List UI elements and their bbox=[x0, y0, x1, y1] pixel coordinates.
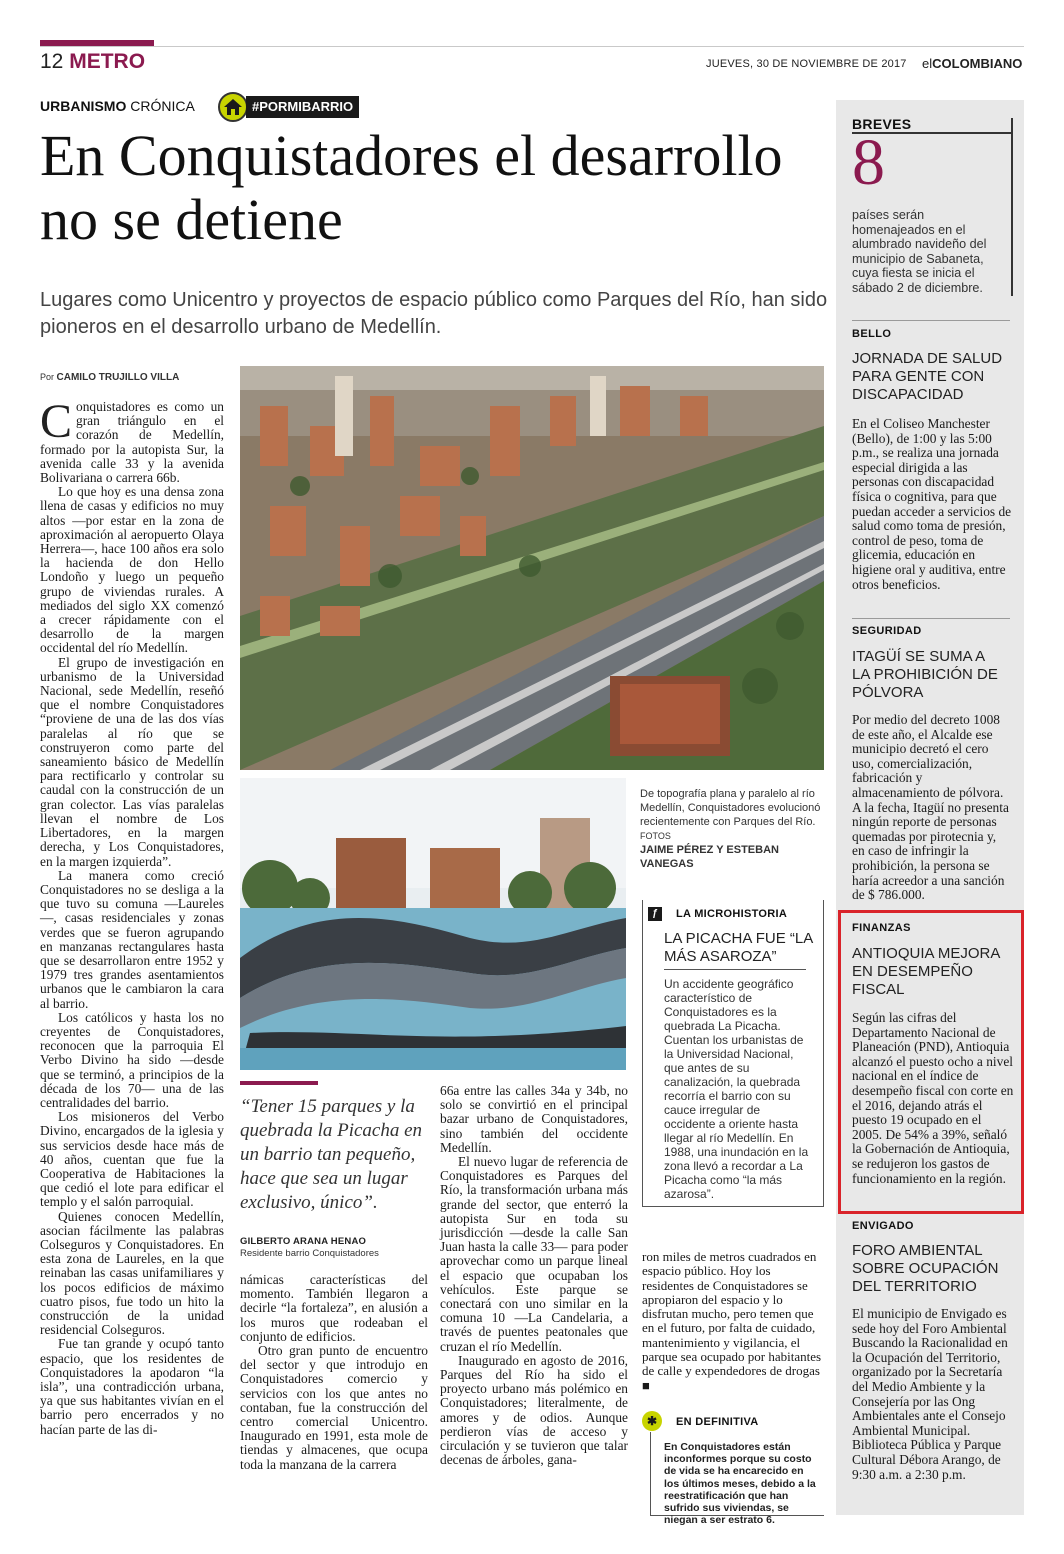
article-column-1 bbox=[40, 395, 224, 1510]
park-sculpture-photo bbox=[240, 778, 626, 1070]
brief-title-envigado: FORO AMBIENTAL SOBRE OCUPACIÓN DEL TERRITORIO bbox=[852, 1242, 999, 1295]
kicker-genre: CRÓNICA bbox=[130, 98, 195, 114]
breves-label: BREVES bbox=[852, 116, 912, 132]
en-definitiva-label: EN DEFINITIVA bbox=[676, 1416, 759, 1428]
paragraph: Fue tan grande y ocupó tanto espacio, que los residentes de Conquistadores la apodaron “la isla”, una contradicción urbana, ya que sus habitantes vivían en el barrio pero encerrados y no hacían parte de las di- bbox=[40, 1336, 224, 1437]
issue-date: JUEVES, 30 DE NOVIEMBRE DE 2017 bbox=[706, 58, 907, 70]
paragraph: La manera como creció Conquistadores no se desliga a la que tuvo su comuna —Laureles—, casas residenciales y zonas verdes que se fueron agrupando en manzanas rectangulares hasta que se desarrollaron entre 1952 y 1979 tres grandes asentamientos urbanos que le cambiaron la cara al barrio. bbox=[40, 867, 224, 1011]
sidebar-rule bbox=[852, 618, 1010, 619]
article-column-3 bbox=[440, 1084, 628, 1512]
article-kicker bbox=[40, 98, 195, 114]
section-name: METRO bbox=[69, 50, 146, 73]
drop-cap: C bbox=[40, 395, 73, 448]
house-badge-icon bbox=[218, 92, 248, 122]
quote-author-role: Residente barrio Conquistadores bbox=[240, 1248, 379, 1259]
page-number-value: 12 bbox=[40, 50, 64, 73]
breves-text: países serán homenajeados en el alumbrado navideño del municipio de Sabaneta, cuya fiesta se inicia el sábado 2 de diciembre. bbox=[852, 208, 987, 295]
brief-label-envigado: ENVIGADO bbox=[852, 1220, 914, 1232]
paragraph: 66a entre las calles 34a y 34b, no solo se convirtió en el principal bazar urbano de Conquistadores, sino también del occidente Medellín. bbox=[440, 1083, 628, 1155]
microhistoria-icon: ƒ bbox=[648, 907, 662, 921]
pull-quote: “Tener 15 parques y la quebrada la Picacha en un barrio tan pequeño, hace que sea un lugar exclusivo, único”. bbox=[240, 1096, 423, 1213]
house-icon bbox=[220, 94, 246, 120]
quote-accent-bar bbox=[240, 1081, 318, 1085]
headline: En Conquistadores el desarrollo no se detiene bbox=[40, 123, 783, 252]
brief-text-finanzas: Según las cifras del Departamento Nacional de Planeación (PND), Antioquia alcanzó el puesto ocho a nivel nacional en el índice de desempeño fiscal con corte en el 2016, dejando atrás el puesto 19 ocupado en el 2005. De 54% a 39%, señaló la Gobernación de Antioquia, se redujeron los gastos de funcionamiento en la región. bbox=[852, 1010, 1014, 1186]
brief-title-seguridad: ITAGÜÍ SE SUMA A LA PROHIBICIÓN DE PÓLVORA bbox=[852, 648, 998, 701]
article-column-4: ron miles de metros cuadrados en espacio público. Hoy los residentes de Conquistadores se apropiaron del espacio y lo disfrutan mucho, pero temen que en el futuro, por falta de cuidado, mantenimiento y vigilancia, el parque sea ocupado por habitantes de calle y expendedores de drogas ■ bbox=[642, 1249, 822, 1393]
paragraph: Otro gran punto de encuentro del sector y que introdujo en Conquistadores comercio y servicios con los que antes no contaban, fue la construcción del centro comercial Unicentro. Inaugurado en 1991, esta mole de tiendas y almacenes, que ocupa toda la manzana de la carrera bbox=[240, 1343, 428, 1472]
paragraph: Quienes conocen Medellín, asocian fácilmente las palabras Colseguros y Conquistadores. En esta zona de Laureles, en la que reinaban las casas unifamiliares y los pocos edificios de máximo cuatro pisos, fue todo un hito la construcción de la unidad residencial Colseguros. bbox=[40, 1208, 224, 1338]
en-definitiva-text: En Conquistadores están inconformes porque su costo de vida se ha encarecido en los últimos meses, debido a la reestratificación que han sufrido sus viviendas, se niegan a ser estrato 6. bbox=[664, 1441, 816, 1527]
caption-credit: JAIME PÉREZ Y ESTEBAN VANEGAS bbox=[640, 844, 779, 870]
header-rule bbox=[40, 46, 1024, 47]
paper-prefix: el bbox=[922, 56, 933, 71]
paragraph: El nuevo lugar de referencia de Conquistadores es Parques del Río, la transformación urbana más grande del sector, que enterró la autopista Sur en toda su jurisdicción —desde la calle San Juan hasta la calle 33— para poder aprovechar como un parque lineal el espacio que ocupaban los vehículos. Este parque se conectará con uno similar en la comuna 10 —La Candelaria, a través de puentes peatonales que cruzan el río Medellín. bbox=[440, 1154, 628, 1354]
brief-label-seguridad: SEGURIDAD bbox=[852, 625, 922, 637]
en-definitiva-icon: ✱ bbox=[642, 1411, 662, 1431]
paragraph: Los católicos y hasta los no creyentes de Conquistadores, reconocen que la parroquia El Verbo Divino ha sido —desde que se terminó, a principios de la década de los 70— una de las centralidades del barrio. bbox=[40, 1009, 224, 1110]
breves-number: 8 bbox=[852, 126, 885, 199]
microhistoria-rule bbox=[664, 969, 806, 970]
hashtag-badge: #PORMIBARRIO bbox=[246, 96, 359, 118]
paragraph-text: onquistadores es como un gran triángulo en el corazón de Medellín, formado por la autopista Sur, la avenida calle 33 y la avenida Bolivariana o carrera 66b. bbox=[40, 399, 224, 486]
paper-title: COLOMBIANO bbox=[932, 56, 1023, 71]
quote-author: GILBERTO ARANA HENAO bbox=[240, 1236, 367, 1247]
byline bbox=[40, 372, 179, 383]
sidebar-rule bbox=[852, 320, 1010, 321]
brief-text-envigado: El municipio de Envigado es sede hoy del Foro Ambiental Buscando la Racionalidad en la Ocupación del Territorio, organizado por la Secretaría del Medio Ambiente y la Consejería por las Ong Ambientales ante el Consejo Ambiental Municipal. Biblioteca Pública y Parque Cultural Débora Arango, de 9:30 a.m. a 2:30 p.m. bbox=[852, 1306, 1008, 1482]
article-deck: Lugares como Unicentro y proyectos de espacio público como Parques del Río, han sido pioneros en el desarrollo urbano de Medellín. bbox=[40, 289, 828, 338]
paragraph: Lo que hoy es una densa zona llena de casas y edificios no muy altos —por estar en la zona de aproximación al aeropuerto Olaya Herrera—, hace 100 años era solo la hacienda de don Hello Londoño y luego un pequeño grupo de viviendas rurales. A mediados del siglo XX comenzó a crecer rápidamente con el desarrollo de la margen occidental del río Medellín. bbox=[40, 484, 224, 656]
caption-credit-label: FOTOS bbox=[640, 831, 671, 841]
paragraph: Inaugurado en agosto de 2016, Parques del Río ha sido el proyecto urbano más polémico en Conquistadores; literalmente, de amores y de odios. Aunque perdieron vías de acceso y circulación y se tuvieron que talar decenas de árboles, gana- bbox=[440, 1352, 628, 1468]
page-number bbox=[40, 50, 145, 74]
kicker-section: URBANISMO bbox=[40, 98, 127, 114]
paragraph bbox=[40, 395, 224, 486]
paragraph: námicas características del momento. También llegaron a decirle “la fortaleza”, en alusión a los muros que rodeaban el conjunto de edificios. bbox=[240, 1272, 428, 1344]
byline-prefix: Por bbox=[40, 372, 55, 382]
newspaper-name bbox=[922, 56, 1022, 71]
brief-title-bello: JORNADA DE SALUD PARA GENTE CON DISCAPACIDAD bbox=[852, 350, 1003, 403]
microhistoria-label: LA MICROHISTORIA bbox=[676, 908, 788, 920]
aerial-city-photo bbox=[240, 366, 824, 770]
paragraph: Los misioneros del Verbo Divino, encargados de la iglesia y sus servicios desde hace más de 40 años, cuentan que fue la Cooperativa de Habitaciones la que cedió el lote para edificar el templo y el salón parroquial. bbox=[40, 1109, 224, 1210]
aerial-photo-illustration bbox=[240, 366, 824, 770]
brief-text-bello: En el Coliseo Manchester (Bello), de 1:00 y las 5:00 p.m., se realiza una jornada especial dirigida a las personas con discapacidad física o cognitiva, para que puedan acceder a servicios de salud como toma de presión, control de peso, toma de glicemia, educación en higiene oral y auditiva, entre otros beneficios. bbox=[852, 416, 1012, 592]
breves-vertical-rule bbox=[1011, 118, 1013, 296]
byline-author: CAMILO TRUJILLO VILLA bbox=[56, 372, 180, 383]
article-column-2 bbox=[240, 1273, 428, 1511]
paragraph: El grupo de investigación en urbanismo de la Universidad Nacional, sede Medellín, reseñó que el nombre Conquistadores “proviene de una de las dos vías paralelas al río que se construyeron como parte del saneamiento básico de Medellín para rectificarlo y controlar su caudal con la construcción de un gran colector. Las vías paralelas llevan el nombre de Los Libertadores, en la margen derecha, y Los Conquistadores, en la margen izquierda”. bbox=[40, 654, 224, 869]
brief-label-bello: BELLO bbox=[852, 328, 892, 340]
brief-text-seguridad: Por medio del decreto 1008 de este año, el Alcalde ese municipio decretó el cero uso, comercialización, fabricación y almacenamiento de pólvora. A la fecha, Itagüí no presenta ningún reporte de personas quemadas por pirotecnia y, en caso de infringir la prohibición, la persona se haría acreedor a una sanción de $ 786.000. bbox=[852, 712, 1009, 903]
park-photo-illustration bbox=[240, 778, 626, 1070]
brief-title-finanzas: ANTIOQUIA MEJORA EN DESEMPEÑO FISCAL bbox=[852, 945, 1000, 998]
microhistoria-title: LA PICACHA FUE “LA MÁS ASAROZA” bbox=[664, 930, 813, 965]
caption-text: De topografía plana y paralelo al río Medellín, Conquistadores evolucionó recientemente con Parques del Río. bbox=[640, 788, 821, 828]
photo-caption bbox=[640, 787, 825, 871]
brief-label-finanzas: FINANZAS bbox=[852, 922, 911, 934]
microhistoria-text: Un accidente geográfico característico de Conquistadores es la quebrada La Picacha. Cuentan los urbanistas de la Universidad Nacional, que antes de su canalización, la quebrada recorría el barrio con su cauce irregular de occidente a oriente hasta llegar al río Medellín. En 1988, una inundación en la zona llevó a recordar a La Picacha como “la más azarosa”. bbox=[664, 977, 809, 1201]
